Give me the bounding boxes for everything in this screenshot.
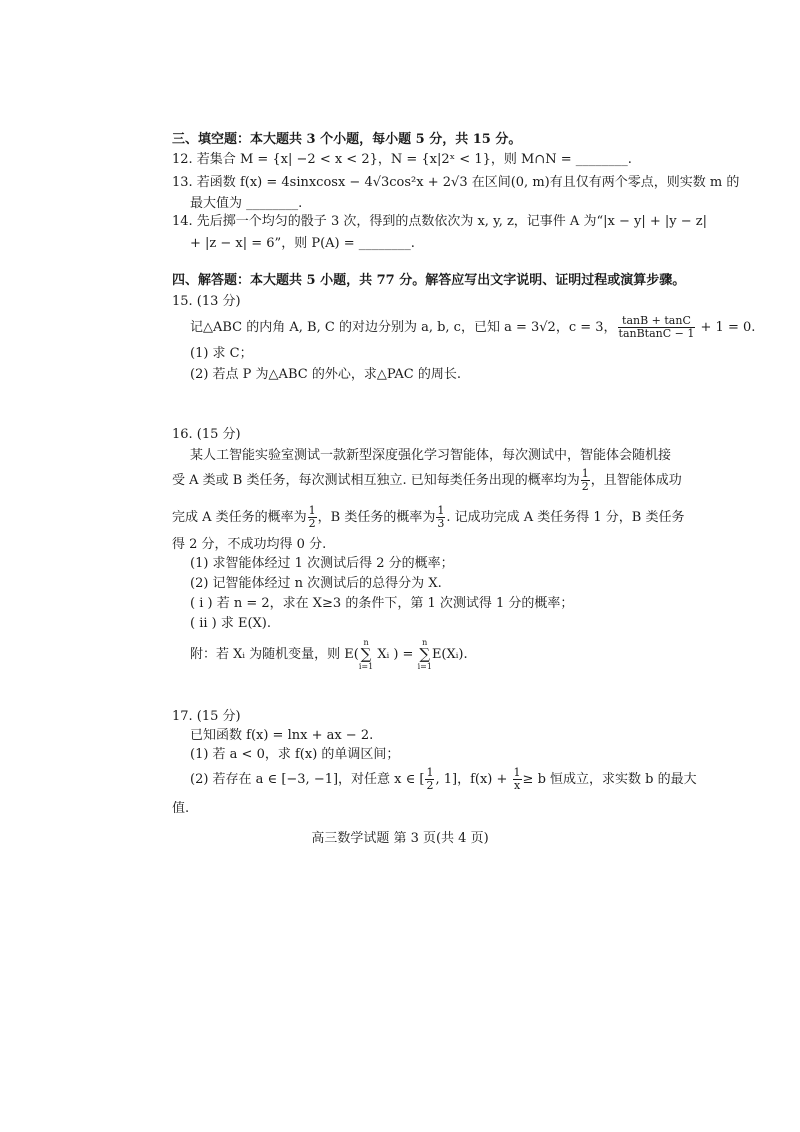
question-16-header: 16. (15 分) [172, 427, 241, 442]
fraction-denominator: 2 [581, 480, 589, 493]
question-16-sub1: ( i ) 若 n = 2，求在 X≥3 的条件下，第 1 次测试得 1 分的概率； [190, 596, 574, 611]
fraction-denominator: x [513, 779, 521, 792]
q16-line2-prefix: 受 A 类或 B 类任务，每次测试相互独立. 已知每类任务出现的概率均为 [172, 473, 580, 488]
fraction-numerator: 1 [437, 504, 445, 517]
question-17-stem: 已知函数 f(x) = lnx + ax − 2. [190, 728, 374, 743]
sigma-icon: ∑ [419, 645, 431, 663]
fraction-numerator: 1 [513, 766, 521, 779]
question-16-line1: 某人工智能实验室测试一款新型深度强化学习智能体，每次测试中，智能体会随机接 [190, 448, 672, 463]
fraction-denominator: 2 [308, 517, 316, 530]
sigma-icon: ∑ [360, 645, 372, 663]
question-17-part2-end: 值. [172, 801, 190, 816]
question-13-line1: 13. 若函数 f(x) = 4sinxcosx − 4√3cos²x + 2√3 在区间(0, m)有且仅有两个零点，则实数 m 的 [172, 175, 740, 190]
question-16-sub2: ( ii ) 求 E(X). [190, 616, 272, 631]
summation-symbol-2 [418, 638, 432, 671]
q16-third-fraction [436, 505, 445, 530]
question-16-line2 [172, 468, 682, 494]
page-footer: 高三数学试题 第 3 页(共 4 页) [311, 831, 489, 846]
question-16-part2: (2) 记智能体经过 n 次测试后的总得分为 X. [190, 576, 442, 591]
sum-upper-limit: n [422, 638, 428, 647]
q16-half-fraction-2 [308, 505, 317, 530]
fraction-numerator: 1 [426, 766, 434, 779]
q16-half-fraction [581, 468, 590, 493]
q17-half-fraction [425, 767, 434, 792]
section3-heading: 三、填空题：本大题共 3 个小题，每小题 5 分，共 15 分。 [172, 132, 522, 147]
sum-lower-limit: i=1 [417, 662, 432, 671]
q17-part2-suffix: ≥ b 恒成立，求实数 b 的最大 [522, 772, 697, 787]
question-15-stem [190, 315, 755, 341]
q15-stem-suffix: + 1 = 0. [700, 320, 756, 335]
question-17-part1: (1) 若 a < 0，求 f(x) 的单调区间； [190, 747, 400, 762]
sum-lower-limit: i=1 [358, 662, 374, 671]
q16-line3-suffix: . 记成功完成 A 类任务得 1 分，B 类任务 [446, 510, 685, 525]
q17-part2-prefix: (2) 若存在 a ∈ [−3, −1]，对任意 x ∈ [ [190, 772, 425, 787]
sum-upper-limit: n [363, 638, 369, 647]
question-16-line3 [172, 505, 684, 531]
fraction-denominator: 2 [426, 779, 434, 792]
q15-fraction-numerator: tanB + tanC [618, 315, 696, 328]
question-14-line1: 14. 先后掷一个均匀的骰子 3 次，得到的点数依次为 x, y, z，记事件 A 为“|x − y| + |y − z| [172, 214, 707, 229]
question-13-line2: 最大值为 ________. [190, 196, 303, 211]
question-15-header: 15. (13 分) [172, 294, 241, 309]
q15-stem-prefix: 记△ABC 的内角 A, B, C 的对边分别为 a, b, c，已知 a = 3√2，c = 3， [190, 320, 617, 335]
question-12: 12. 若集合 M = {x| −2 < x < 2}，N = {x|2ˣ < 1}，则 M∩N = ________. [172, 152, 632, 167]
fraction-numerator: 1 [308, 504, 316, 517]
q16-note-suffix: E(Xᵢ). [431, 647, 468, 662]
question-17-header: 17. (15 分) [172, 709, 241, 724]
fraction-numerator: 1 [581, 467, 589, 480]
section4-heading: 四、解答题：本大题共 5 小题，共 77 分。解答应写出文字说明、证明过程或演算步骤。 [172, 273, 686, 288]
question-16-line4: 得 2 分，不成功均得 0 分. [172, 537, 327, 552]
question-16-note [190, 638, 468, 671]
q16-note-prefix: 附：若 Xᵢ 为随机变量，则 E( [190, 647, 359, 662]
question-15-part1: (1) 求 C； [190, 346, 253, 361]
question-16-part1: (1) 求智能体经过 1 次测试后得 2 分的概率； [190, 556, 454, 571]
q16-note-mid: Xᵢ ) = [377, 647, 418, 662]
summation-symbol [359, 638, 373, 671]
q16-line3-mid: ，B 类任务的概率为 [317, 510, 436, 525]
q16-line2-suffix: ，且智能体成功 [590, 473, 682, 488]
fraction-denominator: 3 [437, 517, 445, 530]
q15-fraction-denominator: tanBtanC − 1 [618, 327, 695, 340]
q17-part2-mid: , 1]，f(x) + [435, 772, 508, 787]
question-17-part2 [190, 766, 697, 794]
q17-reciprocal-fraction [513, 767, 522, 792]
question-14-line2: + |z − x| = 6”，则 P(A) = ________. [190, 236, 415, 251]
q15-tan-fraction [618, 315, 696, 340]
q16-line3-prefix: 完成 A 类任务的概率为 [172, 510, 307, 525]
question-15-part2: (2) 若点 P 为△ABC 的外心，求△PAC 的周长. [190, 367, 461, 382]
